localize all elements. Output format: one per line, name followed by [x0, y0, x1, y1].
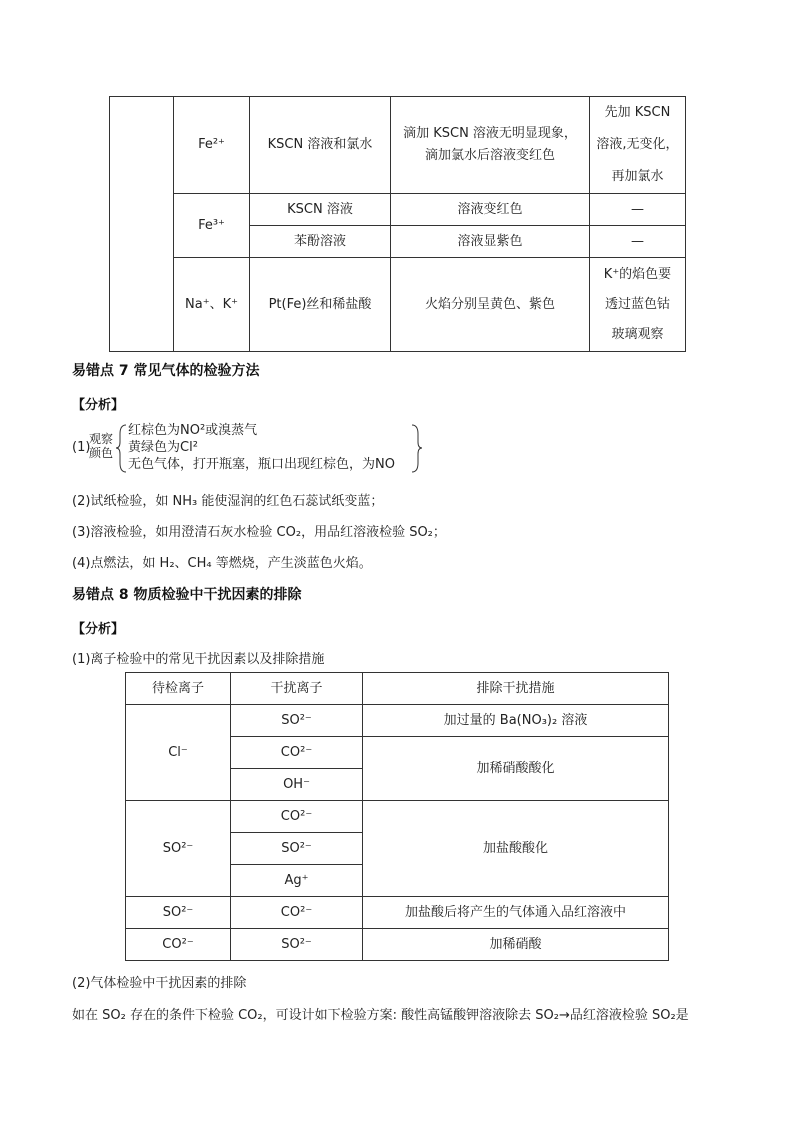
category-cell [110, 97, 174, 352]
item-1-prefix: (1) [72, 440, 91, 455]
gas-color-list: 红棕色为NO²或溴蒸气 黄绿色为Cl² 无色气体，打开瓶塞，瓶口出现红棕色，为NO [128, 423, 395, 472]
reagent-cell: 苯酚溶液 [250, 226, 391, 258]
measure-cell: 加过量的 Ba(NO₃)₂ 溶液 [363, 705, 669, 737]
interfering-ion-cell: Ag⁺ [231, 865, 363, 897]
reagent-cell: KSCN 溶液和氯水 [250, 97, 391, 194]
target-ion-cell: Cl⁻ [126, 705, 231, 801]
ion-cell: Fe²⁺ [174, 97, 250, 194]
interfering-ion-cell: SO²⁻ [231, 705, 363, 737]
phenomenon-cell: 溶液变红色 [391, 194, 590, 226]
column-header: 待检离子 [126, 673, 231, 705]
item-2: (2)试纸检验，如 NH₃ 能使湿润的红色石蕊试纸变蓝； [72, 494, 384, 509]
table-row [110, 97, 686, 194]
note-cell: — [590, 194, 686, 226]
column-header: 干扰离子 [231, 673, 363, 705]
interfering-ion-cell: SO²⁻ [231, 833, 363, 865]
note-cell: 先加 KSCN 溶液,无变化， 再加氯水 [590, 97, 686, 194]
target-ion-cell: CO²⁻ [126, 929, 231, 961]
measure-cell: 加盐酸酸化 [363, 801, 669, 897]
interfering-ion-cell: CO²⁻ [231, 897, 363, 929]
reagent-cell: KSCN 溶液 [250, 194, 391, 226]
table-row [126, 929, 669, 961]
phenomenon-cell: 火焰分别呈黄色、紫色 [391, 258, 590, 352]
observe-color-label: 观察 颜色 [89, 432, 114, 460]
interfering-ion-cell: SO²⁻ [231, 929, 363, 961]
target-ion-cell: SO²⁻ [126, 897, 231, 929]
column-header: 排除干扰措施 [363, 673, 669, 705]
item-4: (4)点燃法，如 H₂、CH₄ 等燃烧，产生淡蓝色火焰。 [72, 556, 372, 571]
table-row [126, 897, 669, 929]
note-cell: K⁺的焰色要 透过蓝色钴 玻璃观察 [590, 258, 686, 352]
target-ion-cell: SO²⁻ [126, 801, 231, 897]
section-7-title: 易错点 7 常见气体的检验方法 [72, 363, 260, 379]
ion-cell: Na⁺、K⁺ [174, 258, 250, 352]
note-cell: — [590, 226, 686, 258]
item-3: (3)溶液检验，如用澄清石灰水检验 CO₂，用品红溶液检验 SO₂； [72, 525, 446, 540]
analysis-label: 【分析】 [72, 398, 125, 413]
sub-heading-2: (2)气体检验中干扰因素的排除 [72, 976, 247, 991]
table-row [126, 705, 669, 737]
reagent-cell: Pt(Fe)丝和稀盐酸 [250, 258, 391, 352]
ion-test-table [109, 96, 686, 352]
closing-paragraph: 如在 SO₂ 存在的条件下检验 CO₂，可设计如下检验方案: 酸性高锰酸钾溶液除去 SO₂→品红溶液检验 SO₂是 [72, 1008, 689, 1023]
table-header-row [126, 673, 669, 705]
interfering-ion-cell: CO²⁻ [231, 737, 363, 769]
table-row [126, 801, 669, 833]
ion-cell: Fe³⁺ [174, 194, 250, 258]
measure-cell: 加盐酸后将产生的气体通入品红溶液中 [363, 897, 669, 929]
interfering-ion-cell: OH⁻ [231, 769, 363, 801]
table-row [110, 258, 686, 352]
interfering-ion-cell: CO²⁻ [231, 801, 363, 833]
measure-cell: 加稀硝酸 [363, 929, 669, 961]
sub-heading-1: (1)离子检验中的常见干扰因素以及排除措施 [72, 652, 325, 667]
section-8-title: 易错点 8 物质检验中干扰因素的排除 [72, 587, 302, 603]
interference-table [125, 672, 669, 961]
phenomenon-cell: 溶液显紫色 [391, 226, 590, 258]
phenomenon-cell: 滴加 KSCN 溶液无明显现象， 滴加氯水后溶液变红色 [391, 97, 590, 194]
measure-cell: 加稀硝酸酸化 [363, 737, 669, 801]
table-row [110, 194, 686, 226]
analysis-label: 【分析】 [72, 622, 125, 637]
